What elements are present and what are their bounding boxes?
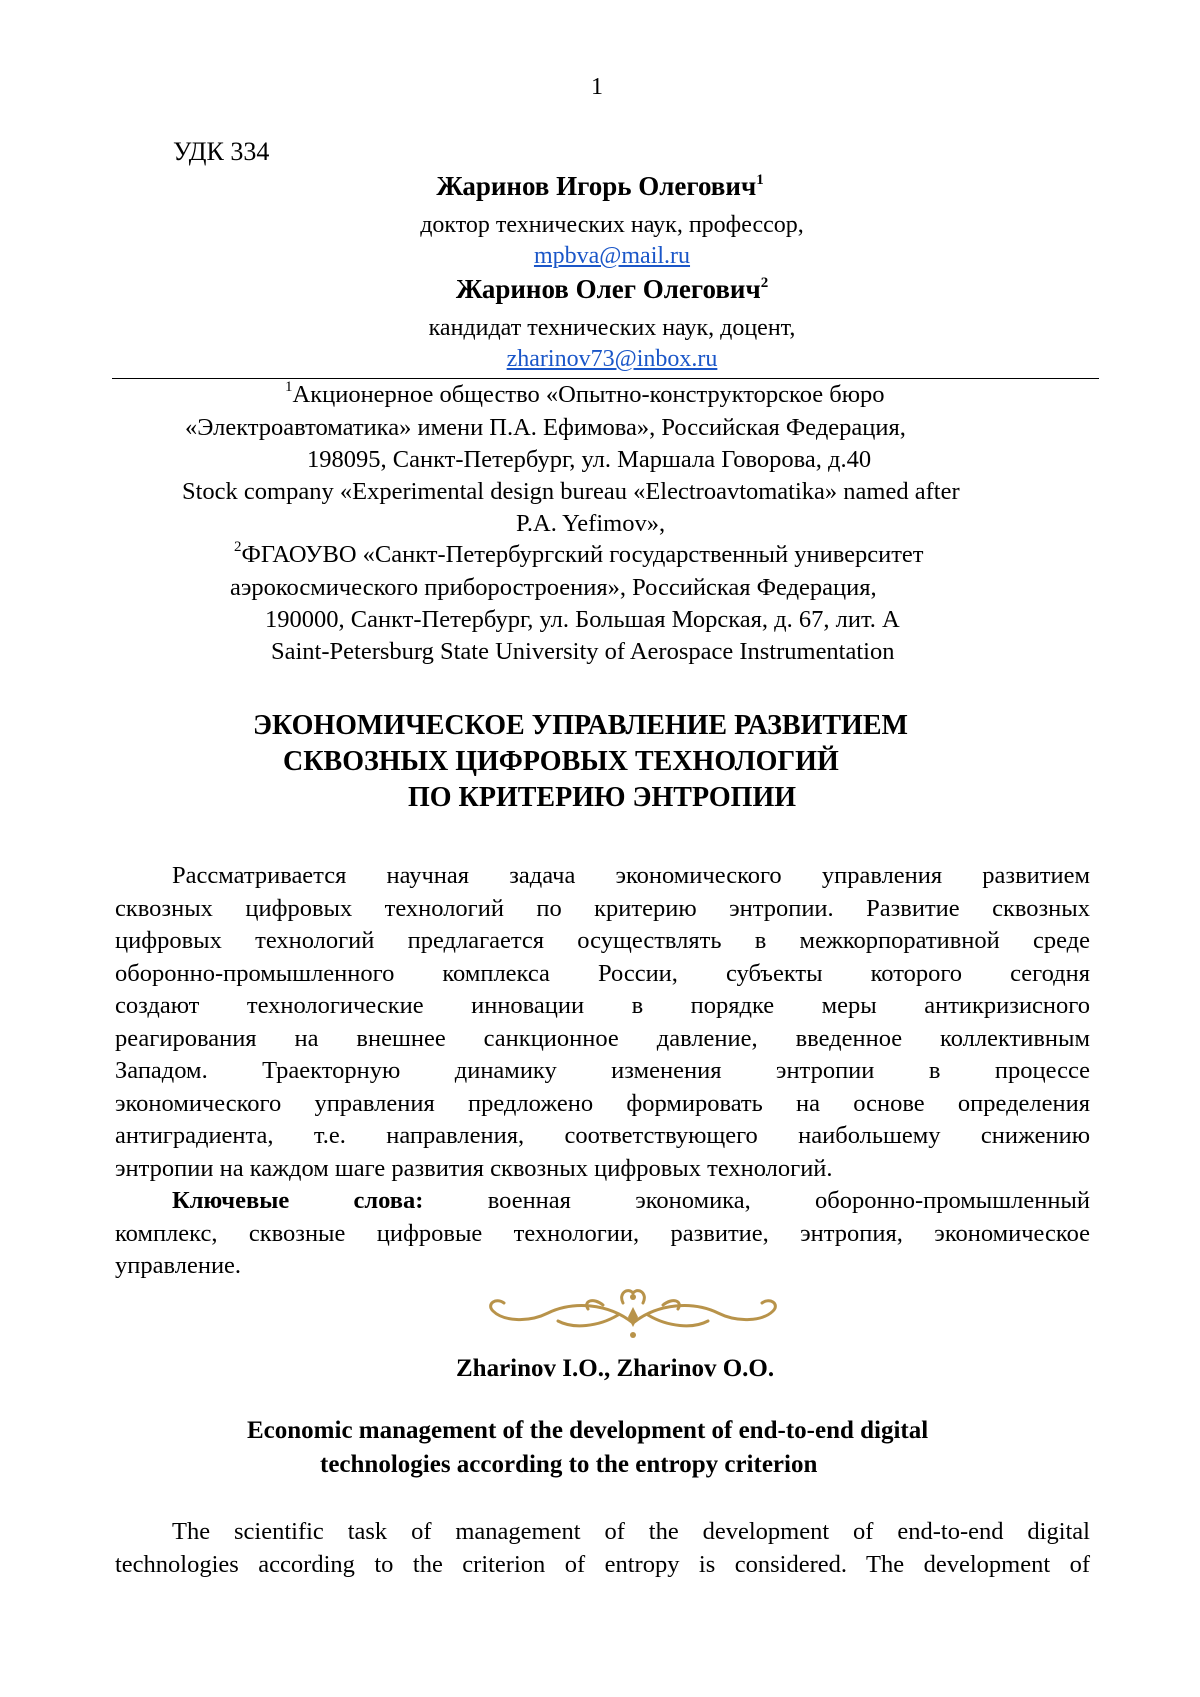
abstract-ru [115, 860, 1090, 1185]
author-1-email-link[interactable]: mpbva@mail.ru [533, 243, 691, 269]
abstract-ru-line: реагирования на внешнее санкционное давление, введенное коллективным [115, 1024, 1090, 1052]
abstract-ru-line: антиградиента, т.е. направления, соответствующего наибольшему снижению [115, 1122, 1090, 1149]
title-ru-line-3: ПО КРИТЕРИЮ ЭНТРОПИИ [408, 782, 797, 813]
keywords-ru-line-1 [115, 1185, 1090, 1218]
affiliation-1-line-5: P.A. Yefimov», [516, 510, 666, 537]
affiliation-2-line-1 [234, 541, 924, 569]
title-en-line-2: technologies according to the entropy criterion [320, 1451, 818, 1478]
abstract-ru-line: Рассматривается научная задача экономического управления развитием [172, 862, 1090, 889]
author-2-email-link[interactable]: zharinov73@inbox.ru [506, 346, 718, 372]
author-2-sup: 2 [760, 275, 769, 291]
affiliation-1-line-2: «Электроавтоматика» имени П.А. Ефимова», Российская Федерация, [185, 414, 906, 441]
ornament-divider-icon [478, 1283, 788, 1343]
affiliation-1-line-4: Stock company «Experimental design bureau «Electroavtomatika» named after [182, 478, 960, 505]
abstract-ru-line: цифровых технологий предлагается осуществлять в межкорпоративной среде [115, 927, 1090, 954]
author-2 [12, 274, 1200, 305]
author-1 [0, 171, 1200, 202]
author-1-degree: доктор технических наук, профессор, [420, 212, 804, 238]
affiliation-2-text: ФГАОУВО «Санкт-Петербургский государственный университет [241, 541, 924, 568]
title-en-line-1: Economic management of the development of end-to-end digital [247, 1417, 929, 1444]
authors-en: Zharinov I.O., Zharinov O.O. [456, 1355, 775, 1382]
title-ru-line-1: ЭКОНОМИЧЕСКОЕ УПРАВЛЕНИЕ РАЗВИТИЕМ [253, 710, 908, 741]
abstract-ru-line: Западом. Траекторную динамику изменения энтропии в процессе [115, 1057, 1090, 1084]
page-number: 1 [591, 74, 603, 100]
keywords-label: Ключевые слова: [172, 1187, 424, 1214]
affiliation-1-line-3: 198095, Санкт-Петербург, ул. Маршала Говорова, д.40 [307, 446, 872, 473]
abstract-ru-line: оборонно-промышленного комплекса России, субъекты которого сегодня [115, 959, 1090, 987]
keywords-ru-line-2: комплекс, сквозные цифровые технологии, развитие, энтропия, экономическое [115, 1219, 1090, 1247]
abstract-en [115, 1516, 1090, 1581]
author-1-name: Жаринов Игорь Олегович [436, 171, 757, 201]
title-ru-line-2: СКВОЗНЫХ ЦИФРОВЫХ ТЕХНОЛОГИЙ [283, 746, 839, 777]
abstract-ru-line: сквозных цифровых технологий по критерию энтропии. Развитие сквозных [115, 894, 1090, 922]
affiliation-2-line-3: 190000, Санкт-Петербург, ул. Большая Морская, д. 67, лит. А [265, 606, 900, 633]
affiliation-2-line-4: Saint-Petersburg State University of Aerospace Instrumentation [271, 638, 895, 665]
affiliation-1-text: Акционерное общество «Опытно-конструкторское бюро [292, 381, 885, 408]
keywords-ru-line-3: управление. [115, 1252, 242, 1279]
keywords-ru-text-1: военная экономика, оборонно-промышленный [487, 1187, 1090, 1214]
abstract-en-line: technologies according to the criterion of entropy is considered. The development of [115, 1550, 1090, 1578]
separator-rule [112, 378, 1099, 379]
affiliation-2-sup: 2 [234, 539, 242, 555]
affiliation-1-line-1 [285, 381, 885, 409]
author-1-sup: 1 [756, 172, 764, 188]
abstract-ru-line: экономического управления предложено формировать на основе определения [115, 1089, 1090, 1117]
abstract-en-line: The scientific task of management of the development of end-to-end digital [172, 1518, 1090, 1545]
affiliation-1-sup: 1 [285, 379, 293, 395]
keywords-ru [115, 1185, 1090, 1283]
abstract-ru-line: энтропии на каждом шаге развития сквозных цифровых технологий. [115, 1154, 833, 1182]
author-2-email-wrap [12, 346, 1200, 373]
author-1-email-wrap [12, 243, 1200, 270]
udk-code: УДК 334 [173, 137, 270, 166]
abstract-ru-line: создают технологические инновации в порядке меры антикризисного [115, 992, 1090, 1019]
affiliation-2-line-2: аэрокосмического приборостроения», Российская Федерация, [230, 574, 877, 601]
author-2-name: Жаринов Олег Олегович [455, 274, 761, 304]
author-2-degree: кандидат технических наук, доцент, [428, 315, 796, 341]
